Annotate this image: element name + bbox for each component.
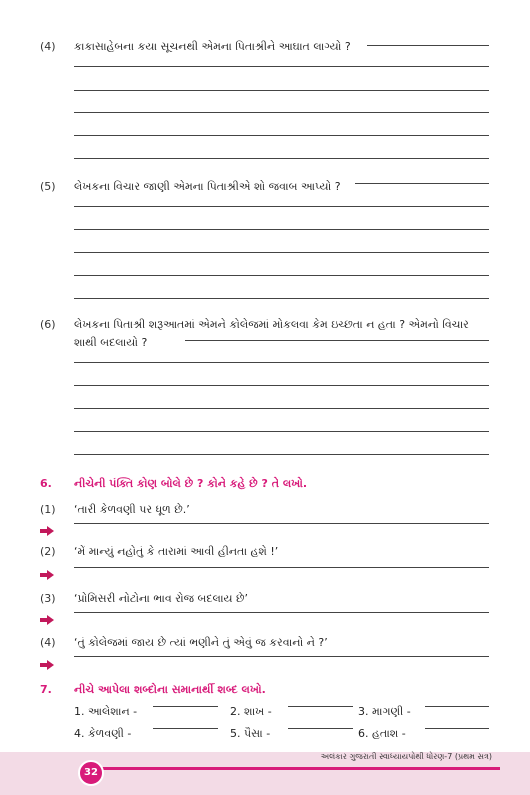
- quote-4-number: (4): [40, 636, 56, 649]
- answer-line[interactable]: [74, 408, 489, 409]
- question-4-text: કાકાસાહેબના કયા સૂચનથી એમના પિતાશ્રીને આઘાત લાગ્યો ?: [74, 40, 351, 53]
- word-5: 5. પૈસા -: [230, 727, 271, 740]
- answer-line[interactable]: [153, 728, 218, 729]
- question-5-number: (5): [40, 180, 56, 193]
- answer-line[interactable]: [74, 112, 489, 113]
- page-number: 32: [78, 760, 104, 786]
- question-5-text: લેખકના વિચાર જાણી એમના પિતાશ્રીએ શો જવાબ આપ્યો ?: [74, 180, 341, 193]
- answer-line[interactable]: [74, 158, 489, 159]
- arrow-icon: [40, 663, 47, 667]
- answer-line[interactable]: [74, 454, 489, 455]
- arrow-icon: [40, 573, 47, 577]
- arrow-head-icon: [47, 660, 54, 670]
- arrow-head-icon: [47, 615, 54, 625]
- answer-line[interactable]: [74, 206, 489, 207]
- answer-line[interactable]: [367, 45, 489, 46]
- answer-line[interactable]: [425, 728, 489, 729]
- question-6-text-line1: લેખકના પિતાશ્રી શરૂઆતમાં એમને કોલેજમાં મોકલવા કેમ ઇચ્છતા ન હતા ? એમનો વિચાર: [74, 318, 469, 331]
- quote-3-number: (3): [40, 592, 56, 605]
- answer-line[interactable]: [74, 656, 489, 657]
- word-4: 4. કેળવણી -: [74, 727, 132, 740]
- answer-line[interactable]: [74, 229, 489, 230]
- arrow-icon: [40, 618, 47, 622]
- question-4-number: (4): [40, 40, 56, 53]
- answer-line[interactable]: [74, 385, 489, 386]
- answer-line[interactable]: [288, 706, 353, 707]
- quote-1-text: ‘તારી કેળવણી પર ધૂળ છે.’: [74, 503, 190, 516]
- answer-line[interactable]: [153, 706, 218, 707]
- question-6-number: (6): [40, 318, 56, 331]
- section-7-title: નીચે આપેલા શબ્દોના સમાનાર્થી શબ્દ લખો.: [74, 683, 266, 696]
- answer-line[interactable]: [74, 612, 489, 613]
- word-6: 6. હતાશ -: [358, 727, 406, 740]
- footer-book-title: અલંકાર ગુજરાતી સ્વાધ્યાયપોથી ધોરણ-7 (પ્રથમ સત્ર): [320, 752, 492, 761]
- word-1: 1. આલેશાન -: [74, 705, 138, 718]
- answer-line[interactable]: [74, 362, 489, 363]
- word-2: 2. શાખ -: [230, 705, 272, 718]
- footer-divider: [100, 767, 500, 770]
- quote-2-text: ‘મેં માન્યું નહોતું કે તારામાં આવી હીનતા હશે !’: [74, 545, 279, 558]
- section-7-number: 7.: [40, 683, 52, 696]
- arrow-head-icon: [47, 570, 54, 580]
- arrow-icon: [40, 529, 47, 533]
- section-6-title: નીચેની પંક્તિ કોણ બોલે છે ? કોને કહે છે ? તે લખો.: [74, 477, 308, 490]
- answer-line[interactable]: [74, 66, 489, 67]
- word-3: 3. માગણી -: [358, 705, 411, 718]
- answer-line[interactable]: [355, 183, 489, 184]
- answer-line[interactable]: [74, 523, 489, 524]
- quote-1-number: (1): [40, 503, 56, 516]
- answer-line[interactable]: [74, 298, 489, 299]
- answer-line[interactable]: [74, 90, 489, 91]
- quote-2-number: (2): [40, 545, 56, 558]
- answer-line[interactable]: [185, 340, 489, 341]
- answer-line[interactable]: [74, 135, 489, 136]
- answer-line[interactable]: [74, 252, 489, 253]
- question-6-text-line2: શાથી બદલાયો ?: [74, 336, 148, 349]
- quote-4-text: ‘તું કોલેજમાં જાય છે ત્યાં ભણીને તું એવું જ કરવાનો ને ?’: [74, 636, 328, 649]
- answer-line[interactable]: [425, 706, 489, 707]
- answer-line[interactable]: [74, 567, 489, 568]
- answer-line[interactable]: [74, 275, 489, 276]
- section-6-number: 6.: [40, 477, 52, 490]
- answer-line[interactable]: [74, 431, 489, 432]
- answer-line[interactable]: [288, 728, 353, 729]
- arrow-head-icon: [47, 526, 54, 536]
- quote-3-text: ‘પ્રોમિસરી નોટોના ભાવ રોજ બદલાય છે’: [74, 592, 249, 605]
